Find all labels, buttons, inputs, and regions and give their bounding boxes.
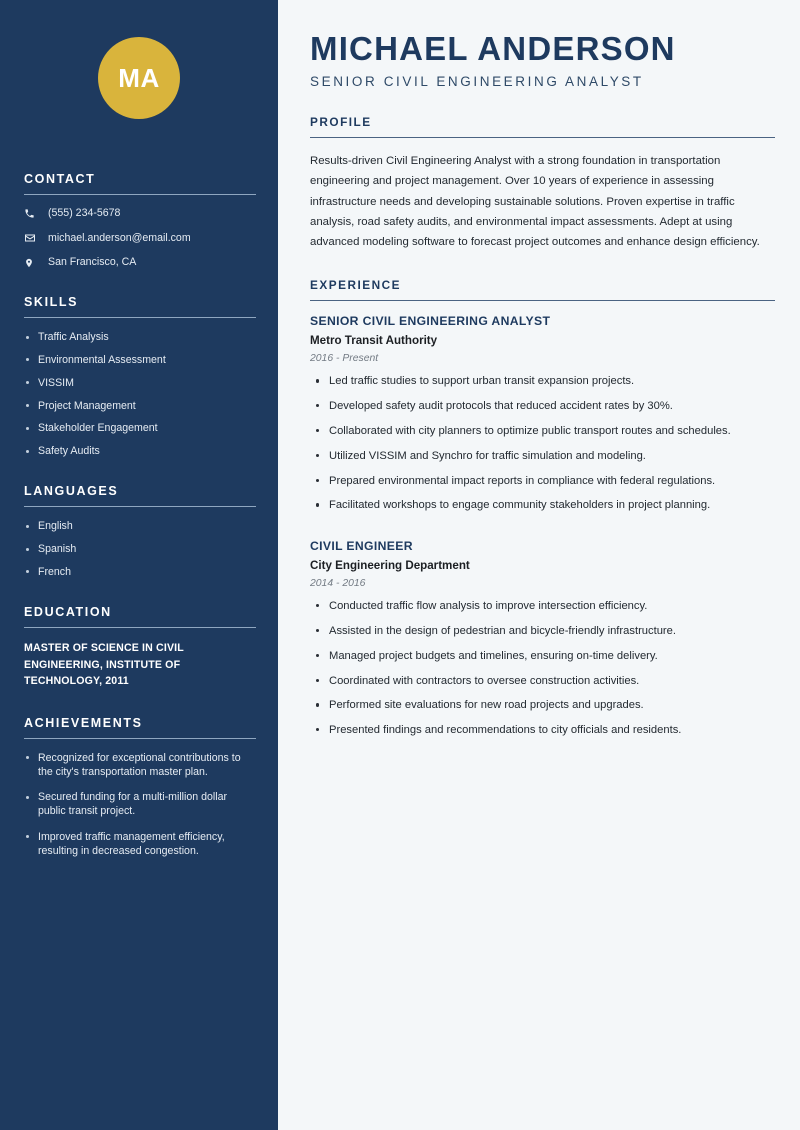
- phone-icon: [24, 208, 42, 219]
- list-item: Presented findings and recommendations to city officials and residents.: [310, 722, 775, 739]
- profile-section: [310, 115, 775, 252]
- avatar: MA: [98, 37, 180, 119]
- list-item: Improved traffic management efficiency, resulting in decreased congestion.: [24, 830, 254, 859]
- contact-divider: [24, 194, 256, 195]
- envelope-icon: [24, 232, 42, 244]
- achievements-heading: ACHIEVEMENTS: [24, 715, 143, 730]
- contact-location-value: San Francisco, CA: [48, 256, 137, 269]
- achievements-section: [24, 716, 254, 859]
- experience-divider: [310, 300, 775, 301]
- education-divider: [24, 627, 256, 628]
- contact-location[interactable]: [24, 256, 254, 269]
- education-section: [24, 605, 254, 689]
- experience-bullet-list: [310, 598, 775, 739]
- list-item: Managed project budgets and timelines, ensuring on-time delivery.: [310, 648, 775, 665]
- contact-email-value: michael.anderson@email.com: [48, 231, 191, 244]
- list-item: English: [24, 519, 254, 533]
- main-content: [283, 0, 800, 1130]
- skills-divider: [24, 317, 256, 318]
- list-item: VISSIM: [24, 376, 254, 390]
- education-entry: MASTER OF SCIENCE IN CIVIL ENGINEERING, INSTITUTE OF TECHNOLOGY, 2011: [24, 642, 184, 688]
- list-item: Secured funding for a multi-million dollar public transit project.: [24, 790, 254, 819]
- list-item: Conducted traffic flow analysis to improve intersection efficiency.: [310, 598, 775, 615]
- languages-heading: LANGUAGES: [24, 484, 119, 499]
- languages-list: [24, 519, 254, 579]
- profile-heading: PROFILE: [310, 114, 372, 129]
- experience-job-title: CIVIL ENGINEER: [310, 539, 413, 554]
- experience-heading: EXPERIENCE: [310, 278, 402, 293]
- experience-company: Metro Transit Authority: [310, 334, 438, 348]
- experience-company: City Engineering Department: [310, 559, 470, 573]
- skills-list: [24, 330, 254, 458]
- profile-text: Results-driven Civil Engineering Analyst with a strong foundation in transportation engineering and project management. Over 10 years of experience in assessing infrastructure needs and developing sustainable solutions. Proven expertise in traffic analysis, road safety audits, and environmental impact assessments. Adept at using advanced modeling software to forecast project outcomes and enhance design efficiency.: [310, 154, 760, 249]
- achievements-divider: [24, 738, 256, 739]
- languages-section: [24, 484, 254, 579]
- languages-divider: [24, 506, 256, 507]
- location-pin-icon: [24, 257, 42, 269]
- experience-section: [310, 278, 775, 739]
- education-heading: EDUCATION: [24, 605, 112, 620]
- skills-heading: SKILLS: [24, 295, 79, 310]
- skills-section: [24, 295, 254, 458]
- list-item: Stakeholder Engagement: [24, 421, 254, 435]
- contact-email[interactable]: [24, 232, 254, 245]
- avatar-container: [24, 0, 254, 119]
- list-item: French: [24, 565, 254, 579]
- contact-heading: CONTACT: [24, 172, 96, 186]
- list-item: Recognized for exceptional contributions to the city's transportation master plan.: [24, 751, 254, 780]
- list-item: Prepared environmental impact reports in compliance with federal regulations.: [310, 473, 775, 490]
- experience-job-title: SENIOR CIVIL ENGINEERING ANALYST: [310, 314, 551, 329]
- list-item: Developed safety audit protocols that reduced accident rates by 30%.: [310, 398, 775, 415]
- list-item: Facilitated workshops to engage community stakeholders in project planning.: [310, 497, 775, 514]
- experience-entry: [310, 539, 775, 739]
- profile-divider: [310, 137, 775, 138]
- sidebar: [0, 0, 278, 1130]
- list-item: Environmental Assessment: [24, 353, 254, 367]
- list-item: Spanish: [24, 542, 254, 556]
- contact-phone-value: (555) 234-5678: [48, 207, 121, 219]
- experience-bullet-list: [310, 373, 775, 514]
- list-item: Utilized VISSIM and Synchro for traffic simulation and modeling.: [310, 448, 775, 465]
- list-item: Performed site evaluations for new road projects and upgrades.: [310, 697, 775, 714]
- list-item: Safety Audits: [24, 444, 254, 458]
- list-item: Collaborated with city planners to optimize public transport routes and schedules.: [310, 423, 775, 440]
- contact-section: [24, 172, 254, 269]
- experience-dates: 2014 - 2016: [310, 578, 366, 590]
- list-item: Coordinated with contractors to oversee construction activities.: [310, 673, 775, 690]
- experience-entry: [310, 314, 775, 514]
- achievements-list: [24, 751, 254, 859]
- experience-dates: 2016 - Present: [310, 353, 379, 365]
- list-item: Assisted in the design of pedestrian and bicycle-friendly infrastructure.: [310, 623, 775, 640]
- list-item: Traffic Analysis: [24, 330, 254, 344]
- page-title: MICHAEL ANDERSON: [310, 30, 676, 67]
- list-item: Led traffic studies to support urban transit expansion projects.: [310, 373, 775, 390]
- job-subtitle: SENIOR CIVIL ENGINEERING ANALYST: [310, 73, 644, 89]
- contact-phone[interactable]: [24, 207, 254, 220]
- list-item: Project Management: [24, 399, 254, 413]
